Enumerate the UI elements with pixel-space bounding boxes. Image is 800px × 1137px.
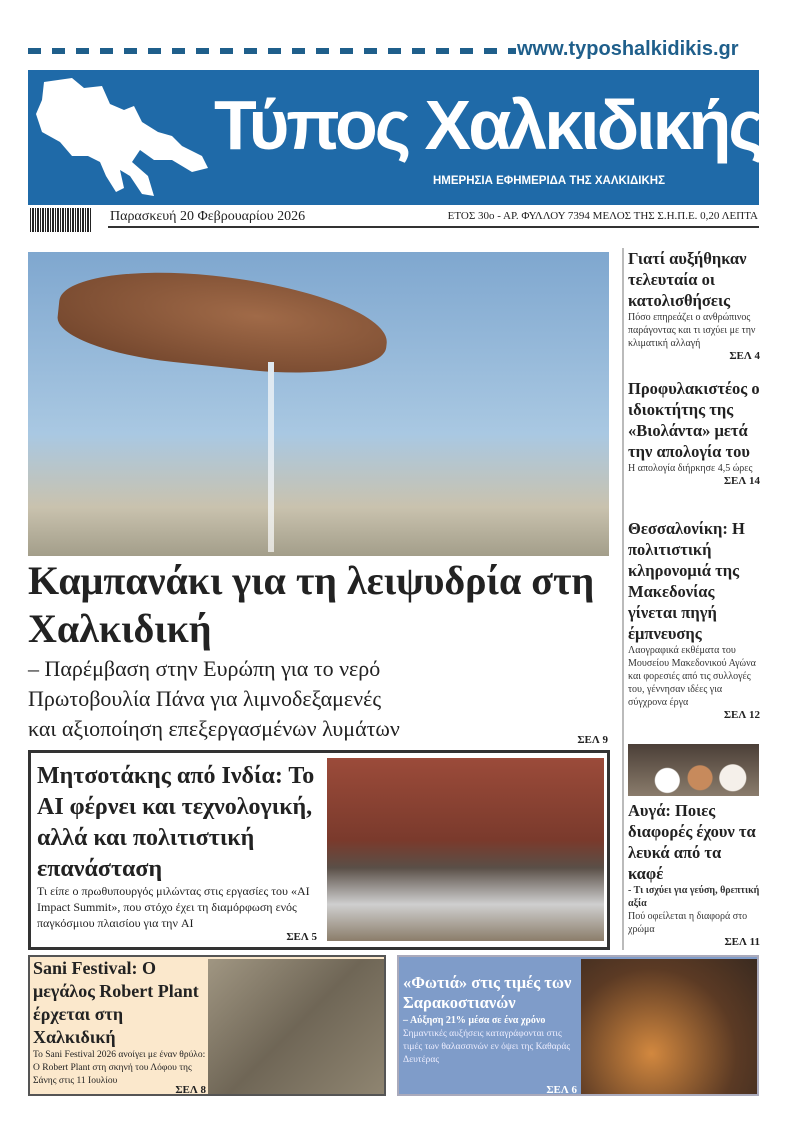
lead-headline[interactable]: Καμπανάκι για τη λειψυδρία στη Χαλκιδική [28, 558, 595, 651]
page-ref: ΣΕΛ 4 [729, 350, 760, 362]
dashed-rule [28, 48, 516, 54]
story-body: Πού οφείλεται η διαφορά στο χρώμα [628, 911, 748, 935]
deck-line: και αξιοποίηση επεξεργασμένων λυμάτων [28, 716, 400, 741]
sidebar-divider [622, 248, 624, 950]
deck-line: Πρωτοβουλία Πάνα για λιμνοδεξαμενές [28, 686, 382, 711]
story-headline: Προφυλακιστέος ο ιδιοκτήτης της «Βιολάντα» μετά την απολογία του [628, 379, 760, 461]
page-ref: ΣΕΛ 6 [546, 1084, 577, 1096]
sidebar-story[interactable] [628, 518, 760, 722]
issue-info: ΕΤΟΣ 30ο - ΑΡ. ΦΥΛΛΟΥ 7394 ΜΕΛΟΣ ΤΗΣ Σ.Η.Π.Ε. 0,20 ΛΕΠΤΑ [447, 210, 758, 222]
newspaper-title: Τύπος Χαλκιδικής [214, 86, 762, 164]
story-kicker: - Τι ισχύει για γεύση, θρεπτική αξία [628, 885, 760, 909]
lead-photo-water-hand [28, 252, 609, 556]
newspaper-subtitle: ΗΜΕΡΗΣΙΑ ΕΦΗΜΕΡΙΔΑ ΤΗΣ ΧΑΛΚΙΔΙΚΗΣ [433, 175, 665, 187]
page-ref: ΣΕΛ 11 [724, 936, 760, 948]
lead-deck [28, 654, 608, 744]
mitsotakis-story[interactable] [28, 750, 610, 950]
deck-line: – Παρέμβαση στην Ευρώπη για το νερό [28, 656, 381, 681]
eggs-photo [628, 744, 759, 796]
sidebar-story[interactable] [628, 800, 760, 949]
summit-photo [327, 758, 604, 941]
story-headline: Γιατί αυξήθηκαν τελευταία οι κατολισθήσεις [628, 249, 747, 310]
barcode [30, 208, 92, 232]
water-stream [268, 362, 274, 552]
page-ref: ΣΕΛ 5 [286, 931, 317, 943]
website-link[interactable]: www.typoshalkidikis.gr [517, 38, 739, 60]
sani-festival-story[interactable] [28, 955, 386, 1096]
page-ref: ΣΕΛ 12 [723, 709, 760, 721]
issue-date: Παρασκευή 20 Φεβρουαρίου 2026 [110, 209, 306, 224]
story-headline: Μητσοτάκης από Ινδία: Το AI φέρνει και τεχνολογική, αλλά και πολιτιστική επανάσταση [37, 763, 315, 882]
fotia-prices-story[interactable] [397, 955, 759, 1096]
story-headline: Αυγά: Ποιες διαφορές έχουν τα λευκά από τα καφέ [628, 801, 756, 883]
seafood-photo [581, 959, 757, 1094]
story-headline: Θεσσαλονίκη: Η πολιτιστική κληρονομιά της Μακεδονίας γίνεται πηγή έμπνευσης [628, 519, 745, 643]
story-body: Το Sani Festival 2026 ανοίγει με έναν θρύλο: Ο Robert Plant στη σκηνή του Λόφου της Σάνης στις 11 Ιουλίου [33, 1050, 206, 1086]
sidebar-story[interactable] [628, 248, 760, 363]
story-body: Πόσο επηρεάζει ο ανθρώπινος παράγοντας και τι ισχύει με την κλιματική αλλαγή [628, 312, 756, 349]
story-body: Τι είπε ο πρωθυπουργός μιλώντας στις εργασίες του «AI Impact Summit», που στόχο έχει τη διαμόρφωση ενός παγκόσμιου πλαισίου για την AI [37, 884, 310, 930]
header-rule [108, 226, 759, 228]
hand-shape [54, 260, 392, 384]
story-headline: Sani Festival: Ο μεγάλος Robert Plant έρχεται στη Χαλκιδική [33, 958, 199, 1047]
story-kicker: – Αύξηση 21% μέσα σε ένα χρόνο [403, 1015, 546, 1026]
robert-plant-photo [208, 959, 384, 1094]
page-ref: ΣΕΛ 14 [723, 475, 760, 487]
story-body: Η απολογία διήρκησε 4,5 ώρες [628, 463, 753, 474]
sidebar-story[interactable] [628, 378, 760, 488]
story-body: Λαογραφικά εκθέματα του Μουσείου Μακεδονικού Αγώνα και φορεσιές από τις συλλογές του, γέννησαν ιδέες για σύγχρονα έργα [628, 645, 756, 708]
story-body: Σημαντικές αυξήσεις καταγράφονται στις τιμές των θαλασσινών εν όψει της Καθαράς Δευτέρας [403, 1029, 571, 1065]
page-ref: ΣΕΛ 9 [577, 734, 608, 746]
story-headline: «Φωτιά» στις τιμές των Σαρακοστιανών [403, 973, 572, 1012]
chalkidiki-map-icon [32, 76, 212, 202]
page-ref: ΣΕΛ 8 [175, 1084, 206, 1096]
